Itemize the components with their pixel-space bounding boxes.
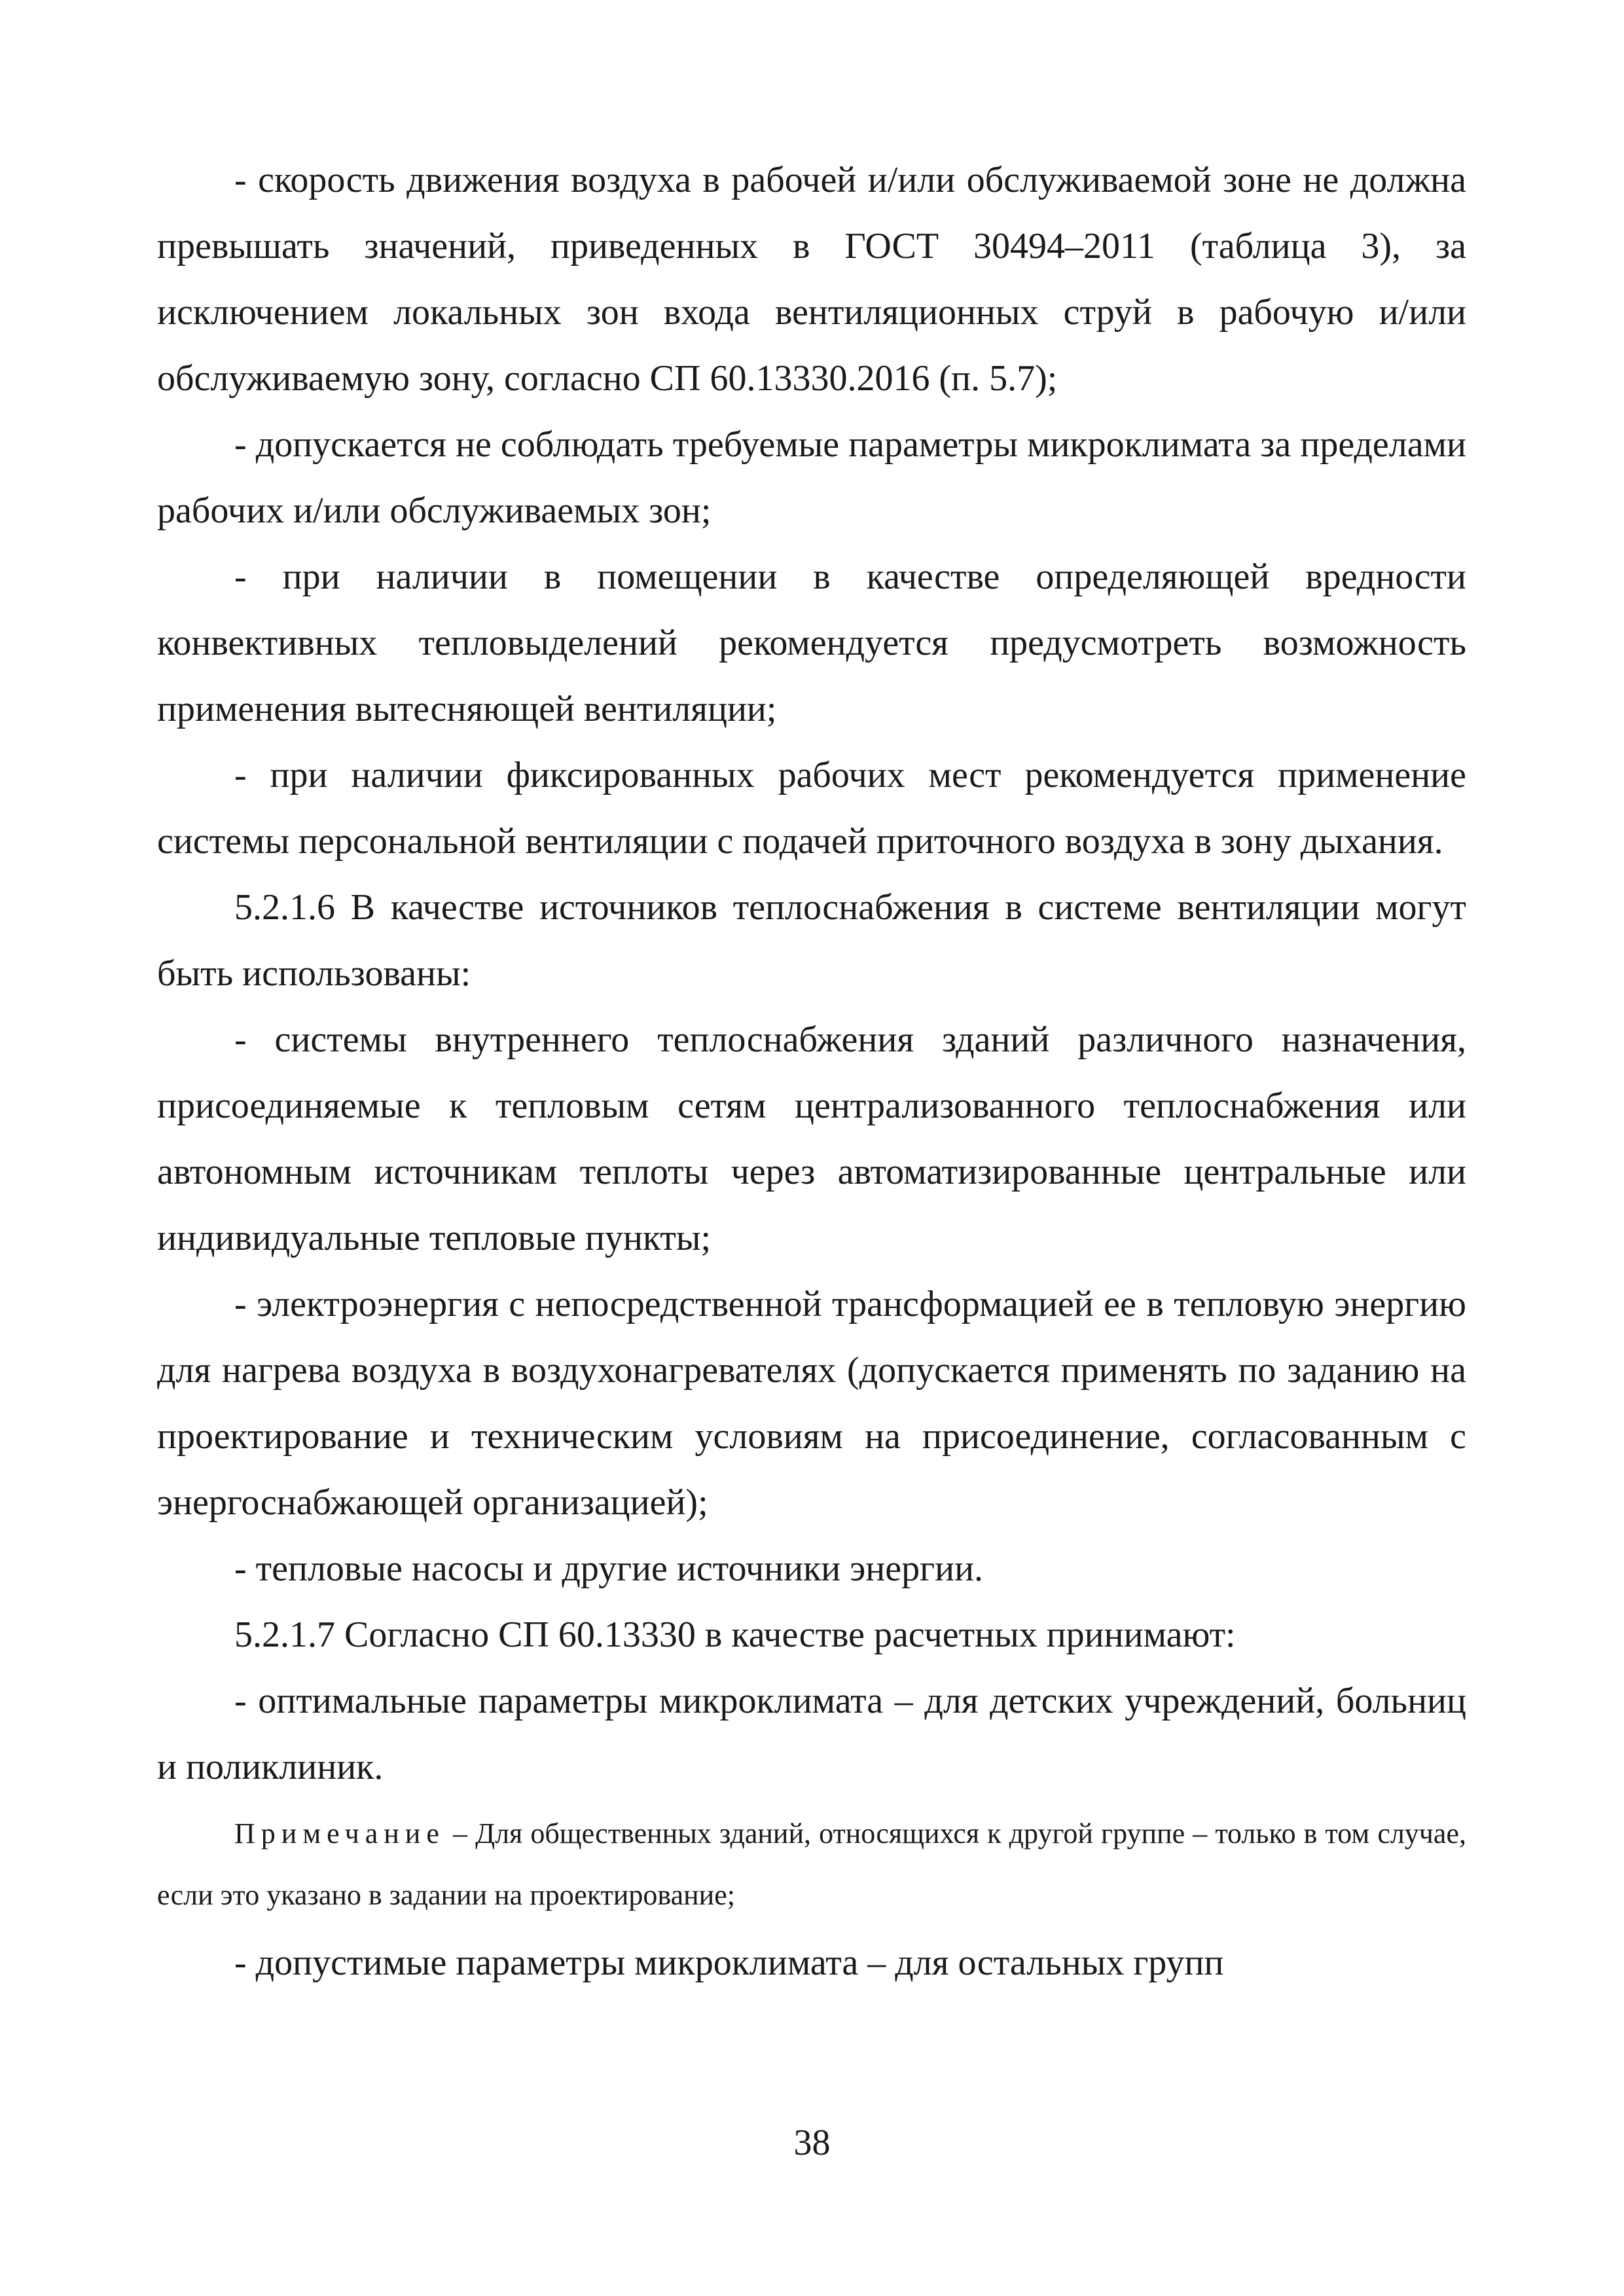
paragraph-internal-heat-supply: - системы внутреннего теплоснабжения зданий различного назначения, присоединяемые к тепловым сетям централизованного теплоснабжения или автономным источникам теплоты через автоматизированные центральные или индивидуальные тепловые пункты; [157, 1019, 1466, 1258]
paragraph-heat-pumps: - тепловые насосы и другие источники энергии. [234, 1548, 984, 1589]
paragraph-electric-energy: - электроэнергия с непосредственной трансформацией ее в тепловую энергию для нагрева воздуха в воздухонагревателях (допускается применять по заданию на проектирование и техническим условиям на присоединение, согласованным с энергоснабжающей организацией); [157, 1284, 1466, 1523]
page-number: 38 [793, 2123, 831, 2163]
paragraph-optimal-parameters: - оптимальные параметры микроклимата – для детских учреждений, больниц и поликлиник. [157, 1681, 1466, 1787]
paragraph-section-5-2-1-6: 5.2.1.6 В качестве источников теплоснабжения в системе вентиляции могут быть использованы: [157, 887, 1466, 994]
paragraph-displacement-ventilation: - при наличии в помещении в качестве определяющей вредности конвективных тепловыделений рекомендуется предусмотреть возможность применения вытесняющей вентиляции; [157, 556, 1466, 729]
paragraph-permissible-parameters: - допустимые параметры микроклимата – для остальных групп [234, 1942, 1224, 1983]
body-text [157, 147, 1466, 1996]
paragraph-air-velocity: - скорость движения воздуха в рабочей и/или обслуживаемой зоне не должна превышать значений, приведенных в ГОСТ 30494–2011 (таблица 3), за исключением локальных зон входа вентиляционных струй в рабочую и/или обслуживаемую зону, согласно СП 60.13330.2016 (п. 5.7); [157, 160, 1466, 399]
note-paragraph [157, 1803, 1466, 1926]
note-text: – Для общественных зданий, относящихся к другой группе – только в том случае, если это указано в задании на проектирование; [157, 1817, 1466, 1911]
paragraph-personal-ventilation: - при наличии фиксированных рабочих мест рекомендуется применение системы персональной вентиляции с подачей приточного воздуха в зону дыхания. [157, 755, 1466, 862]
paragraph-microclimate-outside-zones: - допускается не соблюдать требуемые параметры микроклимата за пределами рабочих и/или обслуживаемых зон; [157, 424, 1466, 531]
note-label: Примечание [234, 1817, 445, 1850]
paragraph-section-5-2-1-7: 5.2.1.7 Согласно СП 60.13330 в качестве расчетных принимают: [234, 1614, 1236, 1655]
